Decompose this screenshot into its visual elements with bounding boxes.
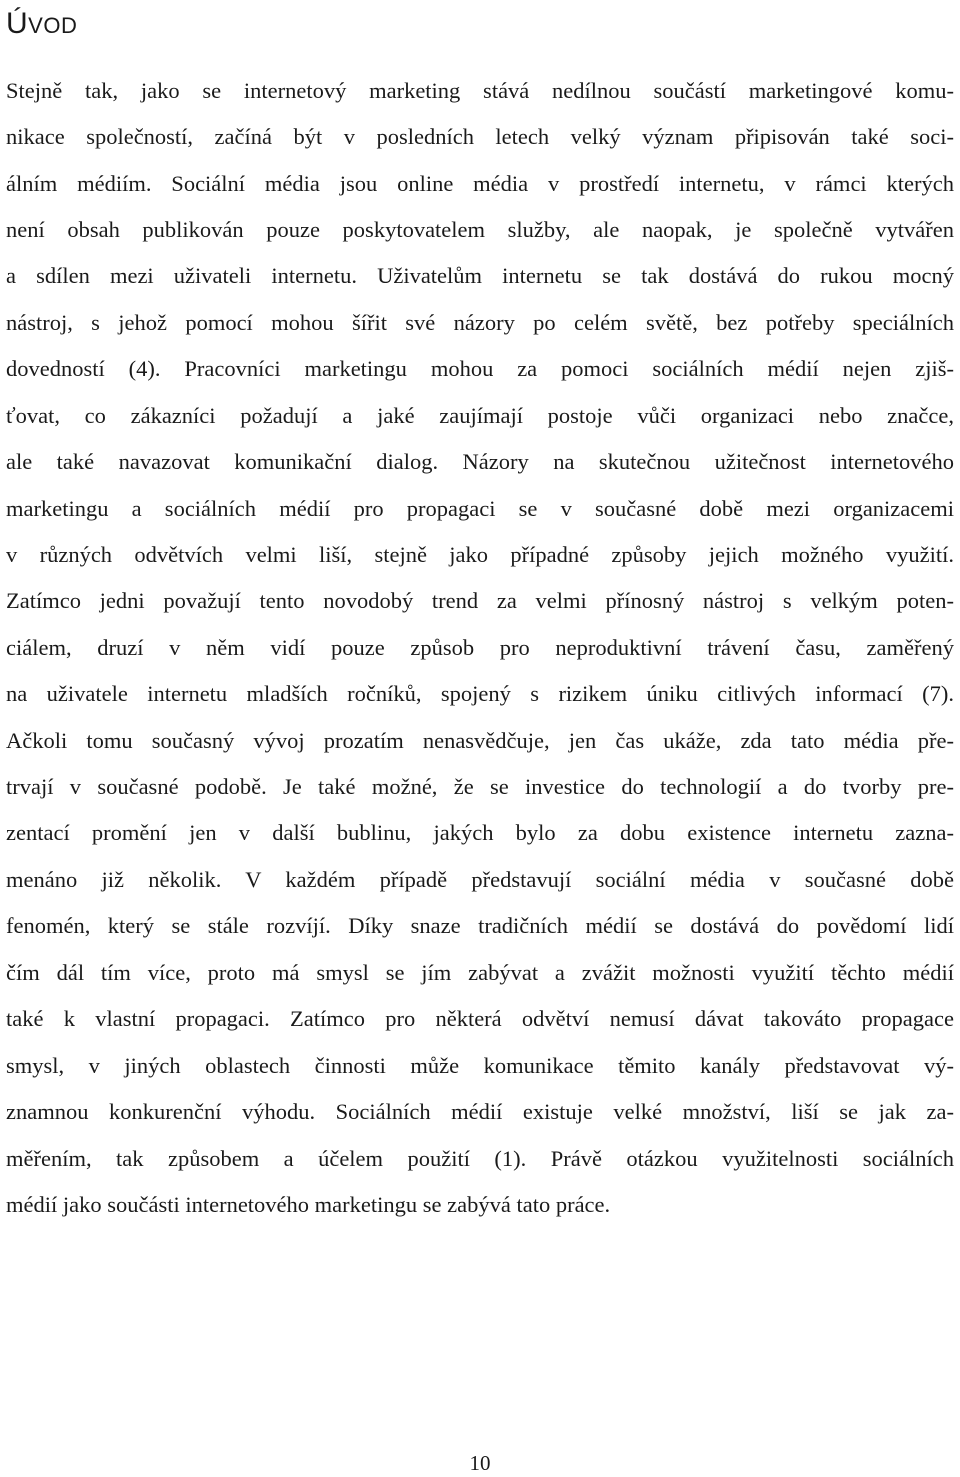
paragraph-line: Stejně tak, jako se internetový marketing stává nedílnou součástí marketingové komu- <box>6 78 954 103</box>
paragraph-line: znamnou konkurenční výhodu. Sociálních médií existuje velké množství, liší se jak za- <box>6 1099 954 1124</box>
paragraph-line: čím dál tím více, proto má smysl se jím zabývat a zvážit možnosti využití těchto médií <box>6 960 954 985</box>
paragraph-line: měřením, tak způsobem a účelem použití (1). Právě otázkou využitelnosti sociálních <box>6 1146 954 1171</box>
paragraph-line-last: médií jako součásti internetového marketingu se zabývá tato práce. <box>6 1192 611 1217</box>
paragraph-line: trvají v současné podobě. Je také možné, že se investice do technologií a do tvorby pre- <box>6 774 954 799</box>
paragraph-line: ťovat, co zákazníci požadují a jaké zaujímají postoje vůči organizaci nebo značce, <box>6 403 954 428</box>
paragraph-line: v různých odvětvích velmi liší, stejně jako případné způsoby jejich možného využití. <box>6 542 954 567</box>
paragraph-line: fenomén, který se stále rozvíjí. Díky snaze tradičních médií se dostává do povědomí lidí <box>6 913 954 938</box>
paragraph-line: není obsah publikován pouze poskytovatelem služby, ale naopak, je společně vytvářen <box>6 217 954 242</box>
paragraph-line: menáno již několik. V každém případě představují sociální média v současné době <box>6 867 954 892</box>
paragraph-line: dovedností (4). Pracovníci marketingu mohou za pomoci sociálních médií nejen zjiš- <box>6 356 954 381</box>
paragraph-line: marketingu a sociálních médií pro propagaci se v současné době mezi organizacemi <box>6 496 954 521</box>
page-number: 10 <box>469 1451 491 1475</box>
paragraph-line: nikace společností, začíná být v posledních letech velký význam připisován také soci- <box>6 124 954 149</box>
section-heading <box>6 4 77 46</box>
heading-small-caps: VOD <box>28 13 78 38</box>
paragraph-line: nástroj, s jehož pomocí mohou šířit své názory po celém světě, bez potřeby speciálních <box>6 310 954 335</box>
heading-initial: Ú <box>6 7 29 40</box>
paragraph-line: smysl, v jiných oblastech činnosti může komunikace těmito kanály představovat vý- <box>6 1053 954 1078</box>
paragraph-line: ciálem, druzí v něm vidí pouze způsob pro neproduktivní trávení času, zaměřený <box>6 635 954 660</box>
paragraph-line: a sdílen mezi uživateli internetu. Uživatelům internetu se tak dostává do rukou mocný <box>6 263 954 288</box>
paragraph-line: na uživatele internetu mladších ročníků, spojený s rizikem úniku citlivých informací (7). <box>6 681 954 706</box>
paragraph-line: také k vlastní propagaci. Zatímco pro některá odvětví nemusí dávat takováto propagace <box>6 1006 954 1031</box>
paragraph-line: álním médiím. Sociální média jsou online média v prostředí internetu, v rámci kterých <box>6 171 954 196</box>
paragraph-line: zentací promění jen v další bublinu, jakých bylo za dobu existence internetu zazna- <box>6 820 954 845</box>
paragraph-line: Ačkoli tomu současný vývoj prozatím nenasvědčuje, jen čas ukáže, zda tato média pře- <box>6 728 954 753</box>
paragraph-line: Zatímco jedni považují tento novodobý trend za velmi přínosný nástroj s velkým poten- <box>6 588 954 613</box>
paragraph-line: ale také navazovat komunikační dialog. Názory na skutečnou užitečnost internetového <box>6 449 954 474</box>
